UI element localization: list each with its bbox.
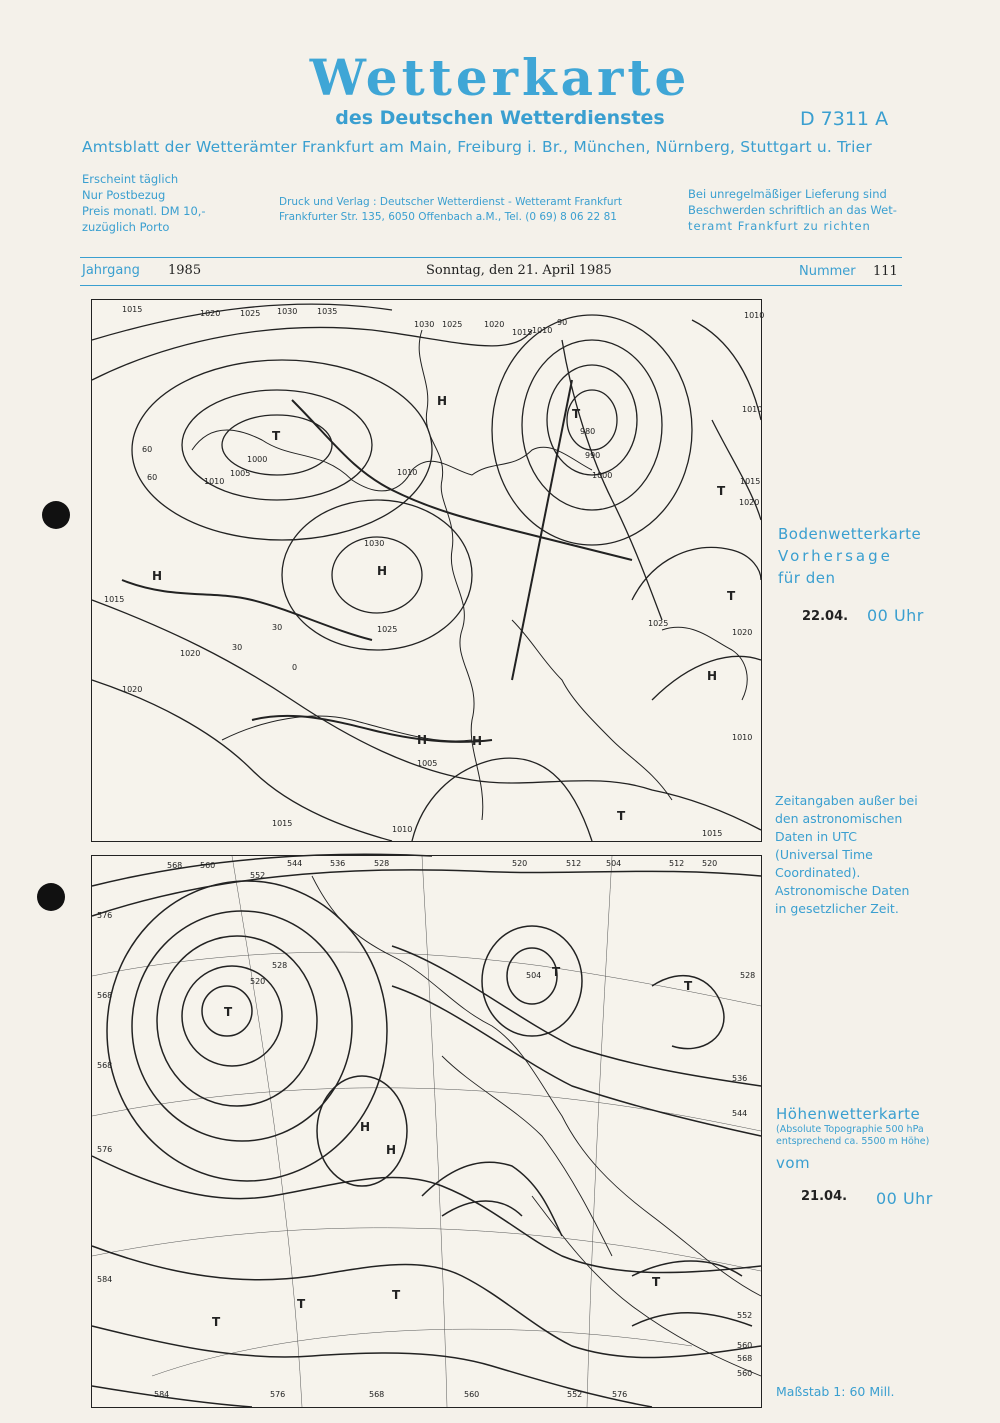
complaint-line: Beschwerden schriftlich an das Wet- (688, 203, 897, 217)
subscription-line: zuzüglich Porto (82, 220, 170, 234)
pressure-center: T (717, 484, 726, 498)
contour-label: 504 (526, 971, 542, 980)
nummer-label: Nummer (799, 264, 856, 279)
contour-label: 576 (97, 911, 113, 920)
contour-label: 512 (566, 859, 582, 868)
upper-map-drawing (92, 856, 761, 1407)
isobar-label: 1015 (702, 829, 723, 838)
publisher-line: Druck und Verlag : Deutscher Wetterdienst - Wetteramt Frankfurt (279, 196, 622, 208)
contour-label: 552 (737, 1311, 753, 1320)
isobar-label: 1010 (204, 477, 225, 486)
header-rule-top (80, 257, 902, 258)
isobar-label: 1025 (648, 619, 669, 628)
header-rule-bottom (80, 285, 902, 286)
pressure-center: T (212, 1315, 221, 1329)
upper-map-subheading-line: (Absolute Topographie 500 hPa (776, 1124, 924, 1135)
contour-label: 544 (732, 1109, 748, 1118)
contour-label: 568 (737, 1354, 753, 1363)
surface-map-heading: Bodenwetterkarte (778, 525, 922, 543)
subscription-line: Nur Postbezug (82, 188, 166, 202)
contour-label: 576 (612, 1390, 628, 1399)
complaint-info (688, 186, 897, 234)
isobar-label: 1020 (732, 628, 753, 637)
pressure-center: H (472, 734, 483, 748)
isobar-label: 60 (142, 445, 153, 454)
isobar-label: 1010 (532, 326, 553, 335)
isobar-label: 1020 (200, 309, 221, 318)
issue-date: Sonntag, den 21. April 1985 (426, 263, 612, 278)
surface-map-drawing (92, 300, 765, 841)
nummer-value: 111 (873, 264, 898, 279)
pressure-center: H (707, 669, 718, 683)
timezone-line: Astronomische Daten (775, 883, 910, 898)
contour-label: 528 (374, 859, 390, 868)
complaint-line: teramt Frankfurt zu richten (688, 219, 871, 233)
pressure-center: T (617, 809, 626, 823)
contour-label: 584 (97, 1275, 113, 1284)
isobar-label: 1015 (740, 477, 761, 486)
contour-label: 520 (702, 859, 718, 868)
contour-label: 536 (732, 1074, 748, 1083)
contour-label: 576 (270, 1390, 286, 1399)
isobar-label: 990 (585, 451, 601, 460)
surface-map-forecast: Vorhersage (778, 547, 893, 565)
isobar-label: 1030 (364, 539, 385, 548)
contour-label: 520 (250, 977, 266, 986)
timezone-line: Coordinated). (775, 865, 861, 880)
contour-label: 560 (200, 861, 216, 870)
subscription-line: Preis monatl. DM 10,- (82, 204, 206, 218)
upper-map-heading: Höhenwetterkarte (776, 1105, 921, 1123)
isobar-label: 1020 (122, 685, 143, 694)
timezone-line: in gesetzlicher Zeit. (775, 901, 899, 916)
pressure-center: T (392, 1288, 401, 1302)
contour-label: 528 (272, 961, 288, 970)
isobar-label: 1035 (317, 307, 338, 316)
isobar-label: 0 (292, 663, 298, 672)
amtsblatt-line: Amtsblatt der Wetterämter Frankfurt am Main, Freiburg i. Br., München, Nürnberg, Stuttgart u. Trier (82, 138, 872, 156)
isobar-label: 1010 (744, 311, 765, 320)
jahrgang-label: Jahrgang (82, 263, 140, 278)
isobar-label: 1015 (104, 595, 125, 604)
publisher-line: Frankfurter Str. 135, 6050 Offenbach a.M., Tel. (0 69) 8 06 22 81 (279, 211, 617, 223)
isobar-label: 1025 (442, 320, 463, 329)
contour-label: 568 (97, 1061, 113, 1070)
isobar-label: 1010 (392, 825, 413, 834)
surface-map-caption (778, 523, 921, 589)
isobar-label: 1000 (247, 455, 268, 464)
jahrgang-value: 1985 (168, 263, 202, 278)
contour-label: 512 (669, 859, 685, 868)
isobar-label: 1025 (240, 309, 261, 318)
isobar-label: 1020 (484, 320, 505, 329)
timezone-line: den astronomischen (775, 811, 903, 826)
subscription-line: Erscheint täglich (82, 172, 179, 186)
pressure-center: T (297, 1297, 306, 1311)
contour-label: 544 (287, 859, 303, 868)
isobar-label: 1015 (122, 305, 143, 314)
pressure-center: T (727, 589, 736, 603)
surface-map-date: 22.04. (802, 609, 849, 624)
binder-hole (37, 883, 65, 911)
upper-map-time: 00 Uhr (876, 1189, 933, 1208)
pressure-center: H (152, 569, 163, 583)
pressure-center: T (572, 407, 581, 421)
timezone-note (775, 792, 918, 918)
newspaper-title: Wetterkarte (309, 48, 691, 107)
upper-air-map (91, 855, 762, 1408)
pressure-center: T (552, 965, 561, 979)
contour-label: 528 (740, 971, 756, 980)
contour-label: 552 (250, 871, 266, 880)
contour-label: 584 (154, 1390, 170, 1399)
subscription-info (82, 171, 206, 235)
isobar-label: 1005 (417, 759, 438, 768)
isobar-label: 1020 (739, 498, 760, 507)
pressure-center: H (377, 564, 388, 578)
isobar-label: 1005 (230, 469, 251, 478)
isobar-label: 1030 (414, 320, 435, 329)
timezone-line: Zeitangaben außer bei (775, 793, 918, 808)
contour-label: 560 (737, 1341, 753, 1350)
timezone-line: (Universal Time (775, 847, 873, 862)
newspaper-subtitle: des Deutschen Wetterdienstes (335, 107, 665, 129)
isobar-label: 1010 (732, 733, 753, 742)
contour-label: 568 (167, 861, 183, 870)
isobar-label: 1010 (742, 405, 763, 414)
binder-hole (42, 501, 70, 529)
isobar-label: 90 (557, 318, 568, 327)
upper-map-date: 21.04. (801, 1189, 848, 1204)
contour-label: 568 (97, 991, 113, 1000)
isobar-label: 30 (272, 623, 283, 632)
complaint-line: Bei unregelmäßiger Lieferung sind (688, 187, 887, 201)
pressure-center: T (684, 979, 693, 993)
upper-map-vom: vom (776, 1154, 811, 1172)
pressure-center: H (417, 733, 428, 747)
timezone-line: Daten in UTC (775, 829, 857, 844)
pressure-center: H (360, 1120, 371, 1134)
isobar-label: 60 (147, 473, 158, 482)
contour-label: 576 (97, 1145, 113, 1154)
contour-label: 560 (737, 1369, 753, 1378)
contour-label: 520 (512, 859, 528, 868)
upper-map-subheading (776, 1124, 929, 1148)
contour-label: 552 (567, 1390, 583, 1399)
scale-note: Maßstab 1: 60 Mill. (776, 1384, 895, 1399)
isobar-label: 980 (580, 427, 596, 436)
isobar-label: 1015 (512, 328, 533, 337)
surface-map-time: 00 Uhr (867, 606, 924, 625)
pressure-center: T (652, 1275, 661, 1289)
surface-map-for: für den (778, 569, 836, 587)
contour-label: 568 (369, 1390, 385, 1399)
pressure-center: H (386, 1143, 397, 1157)
contour-label: 536 (330, 859, 346, 868)
publication-code: D 7311 A (800, 108, 889, 130)
isobar-label: 1020 (180, 649, 201, 658)
surface-weather-map (91, 299, 765, 842)
upper-map-subheading-line: entsprechend ca. 5500 m Höhe) (776, 1136, 930, 1147)
isobar-label: 1030 (277, 307, 298, 316)
pressure-center: H (437, 394, 448, 408)
isobar-label: 1000 (592, 471, 613, 480)
publisher-info (279, 195, 622, 225)
contour-label: 504 (606, 859, 622, 868)
isobar-label: 1015 (272, 819, 293, 828)
isobar-label: 1025 (377, 625, 398, 634)
pressure-center: T (224, 1005, 233, 1019)
isobar-label: 1010 (397, 468, 418, 477)
pressure-center: T (272, 429, 281, 443)
isobar-label: 30 (232, 643, 243, 652)
contour-label: 560 (464, 1390, 480, 1399)
